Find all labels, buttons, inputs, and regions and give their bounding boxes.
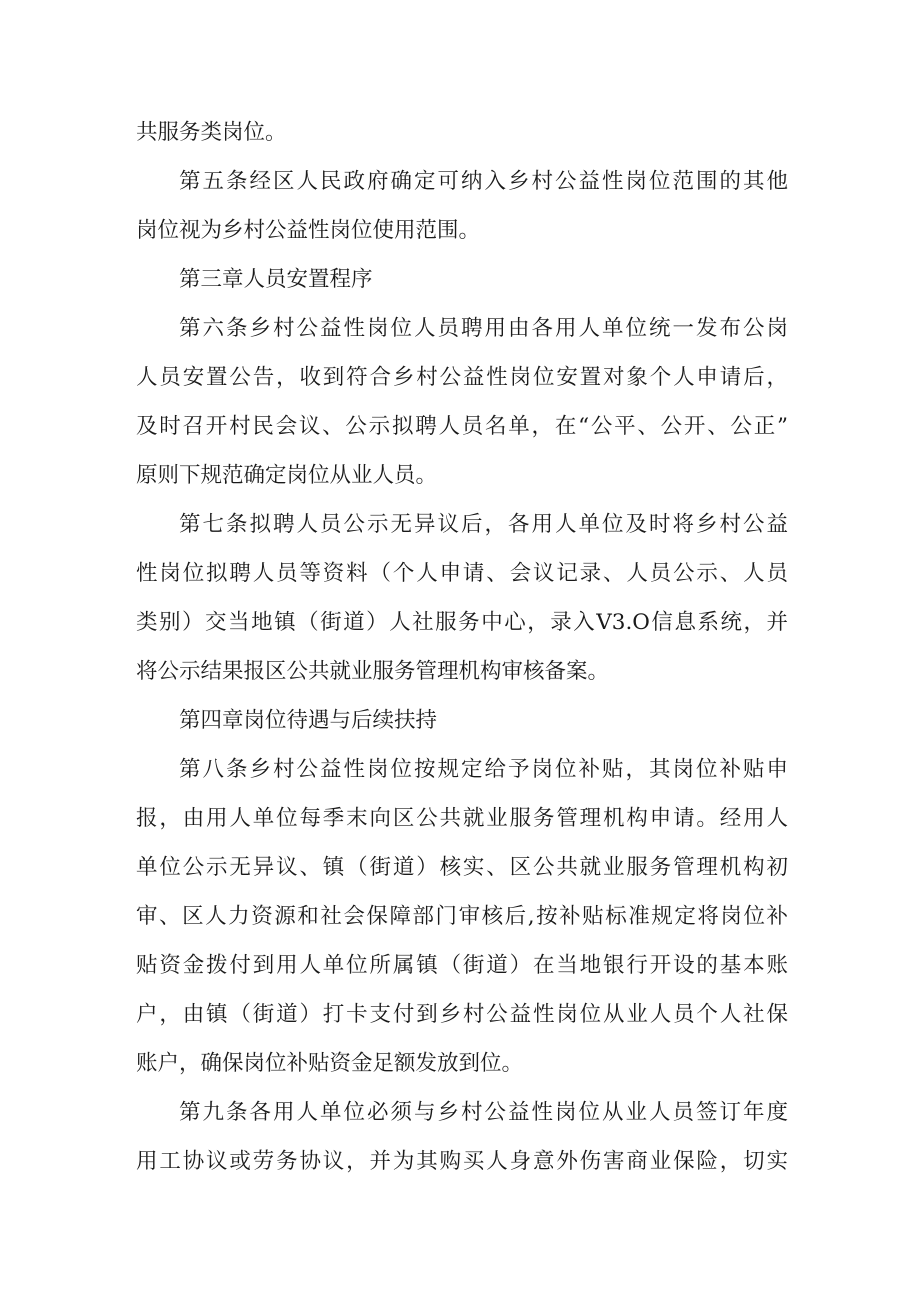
paragraph-line: 审、区人力资源和社会保障部门审核后,按补贴标准规定将岗位补 [136,904,788,929]
paragraph-line: 第九条各用人单位必须与乡村公益性岗位从业人员签订年度 [179,1100,788,1125]
paragraph-line: 人员安置公告，收到符合乡村公益性岗位安置对象个人申请后， [136,365,788,390]
paragraph-line: 第六条乡村公益性岗位人员聘用由各用人单位统一发布公岗 [179,316,788,341]
paragraph-line: 用工协议或劳务协议，并为其购买人身意外伤害商业保险，切实 [136,1149,788,1174]
paragraph-line: 贴资金拨付到用人单位所属镇（街道）在当地银行开设的基本账 [136,953,788,978]
chapter-heading: 第四章岗位待遇与后续扶持 [179,708,438,733]
paragraph-line: 第五条经区人民政府确定可纳入乡村公益性岗位范围的其他 [179,169,788,194]
paragraph-line: 账户，确保岗位补贴资金足额发放到位。 [136,1051,524,1076]
paragraph-line: 原则下规范确定岗位从业人员。 [136,463,438,488]
paragraph-line: 第八条乡村公益性岗位按规定给予岗位补贴，其岗位补贴申 [179,757,788,782]
paragraph-line: 报，由用人单位每季末向区公共就业服务管理机构申请。经用人 [136,806,788,831]
paragraph-line: 单位公示无异议、镇（街道）核实、区公共就业服务管理机构初 [136,855,788,880]
document-body [136,108,788,1186]
paragraph-line: 共服务类岗位。 [136,120,287,145]
paragraph-line: 性岗位拟聘人员等资料（个人申请、会议记录、人员公示、人员 [136,561,788,586]
paragraph-line: 将公示结果报区公共就业服务管理机构审核备案。 [136,659,610,684]
paragraph-line: 第七条拟聘人员公示无异议后，各用人单位及时将乡村公益 [179,512,788,537]
chapter-heading: 第三章人员安置程序 [179,267,373,292]
paragraph-line: 及时召开村民会议、公示拟聘人员名单，在“公平、公开、公正” [136,414,788,439]
paragraph-line: 类别）交当地镇（街道）人社服务中心，录入V3.O信息系统，并 [136,610,788,635]
paragraph-line: 岗位视为乡村公益性岗位使用范围。 [136,218,481,243]
paragraph-line: 户，由镇（街道）打卡支付到乡村公益性岗位从业人员个人社保 [136,1002,788,1027]
